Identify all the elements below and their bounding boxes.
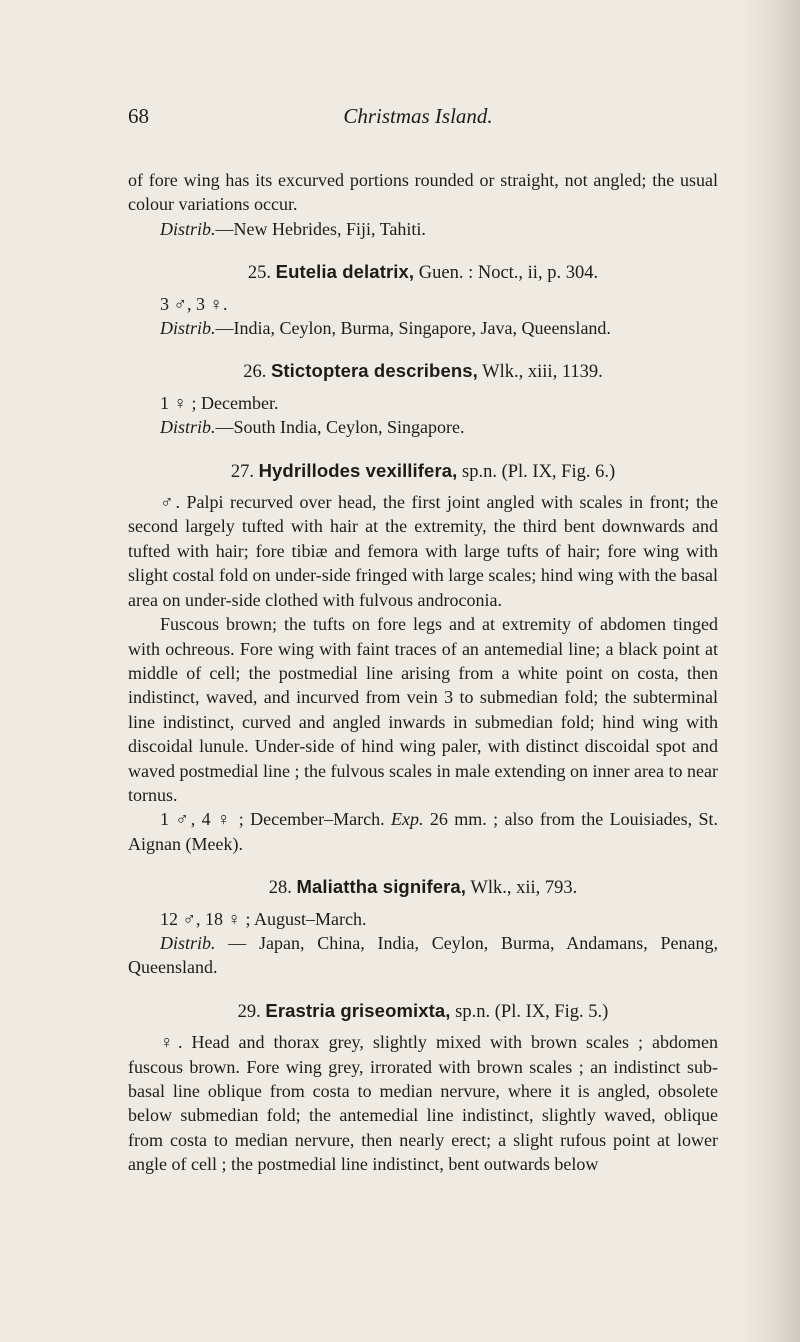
species-distribution-25 (128, 316, 718, 340)
distrib-text: — Japan, China, India, Ceylon, Burma, Andamans, Penang, Queensland. (128, 932, 718, 978)
species-number: 26. (243, 362, 267, 383)
species-name: Eutelia delatrix, (275, 261, 415, 283)
species-reference: sp.n. (Pl. IX, Fig. 6.) (462, 461, 616, 482)
page-header (128, 104, 708, 136)
distrib-label: Distrib. (160, 932, 216, 953)
species-name: Erastria griseomixta, (265, 999, 451, 1021)
species-name: Hydrillodes vexillifera, (258, 459, 458, 481)
distrib-text: —South India, Ceylon, Singapore. (215, 417, 465, 438)
species-heading-25 (128, 260, 718, 285)
page-number: 68 (128, 104, 149, 128)
material-specimens: 1 ♂, 4 ♀ ; December–March. (160, 809, 385, 830)
species-name: Maliattha signifera, (296, 876, 467, 898)
species-description-29: ♀. Head and thorax grey, slightly mixed with brown scales ; abdomen fuscous brown. Fore wing grey, irrorated with brown scales ; an indistinct sub-basal line oblique from costa to median nervure, where it is angled, obsolete below submedian fold; the antemedial line indistinct, slightly waved, oblique from costa to median nervure, then nearly erect; a slight rufous point at lower angle of cell ; the postmedial line indistinct, bent outwards below (128, 1032, 718, 1175)
species-reference: Guen. : Noct., ii, p. 304. (418, 263, 599, 284)
species-number: 27. (230, 461, 254, 482)
species-number: 29. (237, 1001, 261, 1022)
species-number: 25. (247, 263, 272, 284)
continuation-distribution (128, 217, 718, 241)
distrib-label: Distrib. (160, 318, 216, 339)
species-description-27-male: ♂. Palpi recurved over head, the first joint angled with scales in front; the second largely tufted with hair at the extremity, the third bent downwards and tufted with hair; fore tibiæ and femora with large tufts of hair; fore wing with slight costal fold on under-side fringed with large scales; hind wing with the basal area on under-side clothed with fulvous androconia. (128, 492, 718, 610)
continuation-text: of fore wing has its excurved portions rounded or straight, not angled; the usual colour variations occur. (128, 170, 718, 215)
species-heading-29 (128, 999, 718, 1024)
distrib-label: Distrib. (160, 218, 216, 239)
species-number: 28. (268, 878, 292, 899)
page-edge-shadow (740, 0, 800, 1342)
species-heading-28 (128, 875, 718, 900)
species-heading-27 (128, 459, 718, 484)
species-material-27 (128, 807, 718, 856)
species-distribution-26 (128, 415, 718, 439)
distrib-text: —India, Ceylon, Burma, Singapore, Java, Queensland. (215, 318, 611, 339)
species-reference: sp.n. (Pl. IX, Fig. 5.) (455, 1001, 609, 1022)
continuation-paragraph (128, 168, 718, 217)
species-description-27-colour: Fuscous brown; the tufts on fore legs and at extremity of abdomen tinged with ochreous. Fore wing with faint traces of an antemedial line; a black point at middle of cell; the postmedial line arising from a white point on costa, then indistinct, waved, and incurved from vein 3 to submedian fold; the subterminal line indistinct, curved and angled inwards in submedian fold; hind wing with discoidal lunule. Under-side of hind wing paler, with distinct discoidal spot and waved postmedial line ; the fulvous scales in male extending on inner area to near tornus. (128, 614, 718, 805)
species-material-26: 1 ♀ ; December. (160, 392, 279, 413)
running-title: Christmas Island. (343, 104, 493, 128)
material-expanse: 26 mm. ; also from the Louisiades, St. Aignan (Meek). (128, 809, 719, 854)
species-heading-26 (128, 359, 718, 384)
species-material-28: 12 ♂, 18 ♀ ; August–March. (160, 908, 367, 929)
species-distribution-28 (128, 931, 718, 980)
expanse-label: Exp. (391, 809, 424, 830)
species-reference: Wlk., xii, 793. (470, 878, 578, 899)
page-body (128, 168, 718, 1177)
species-reference: Wlk., xiii, 1139. (482, 362, 603, 383)
species-name: Stictoptera describens, (270, 360, 478, 382)
species-material-25: 3 ♂, 3 ♀. (160, 293, 228, 314)
distrib-text: —New Hebrides, Fiji, Tahiti. (215, 218, 426, 239)
distrib-label: Distrib. (160, 417, 216, 438)
